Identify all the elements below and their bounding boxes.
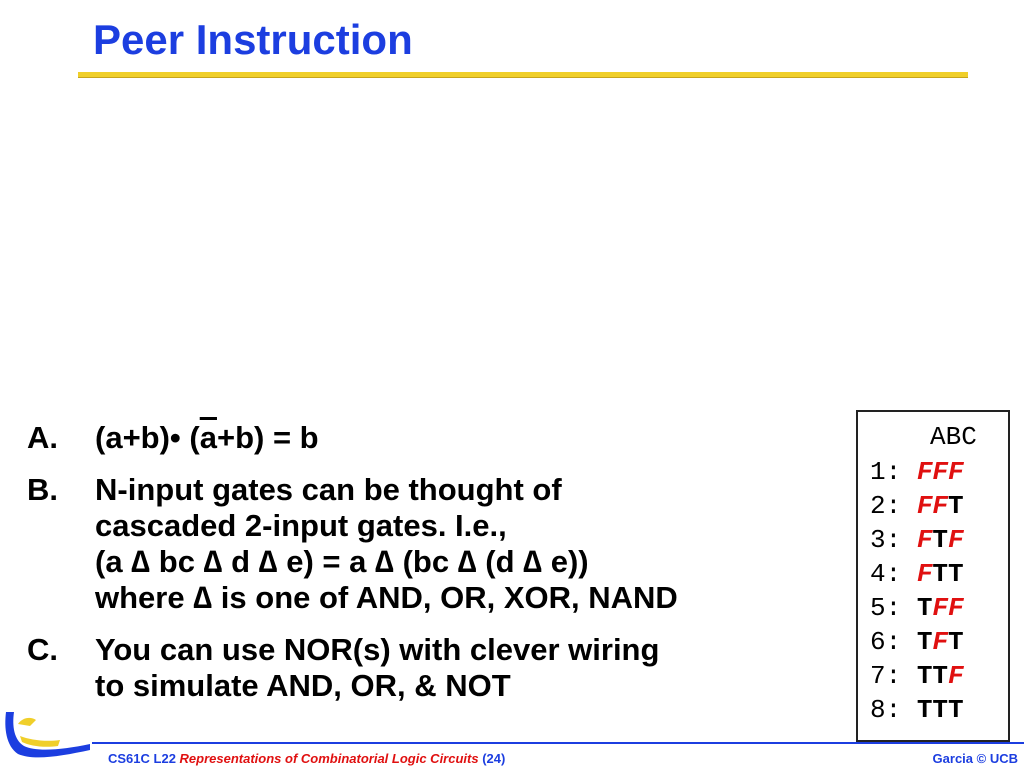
answer-option <box>870 661 964 691</box>
question-line <box>95 632 857 668</box>
answer-number: 1: <box>870 457 917 487</box>
question-item <box>27 420 857 456</box>
true-value: T <box>948 491 964 521</box>
question-text <box>95 632 857 704</box>
slide-title: Peer Instruction <box>93 16 413 63</box>
true-value: T <box>948 695 964 725</box>
question-list <box>27 420 857 720</box>
footer-topic: Representations of Combinatorial Logic Circuits <box>179 751 479 766</box>
false-value: F <box>948 593 964 623</box>
answer-option <box>870 457 964 487</box>
question-letter: B. <box>27 472 58 507</box>
question-line <box>95 420 857 456</box>
answer-number: 5: <box>870 593 917 623</box>
false-value: F <box>948 525 964 555</box>
true-value: T <box>916 695 933 725</box>
true-value: T <box>916 627 933 657</box>
footer-author: Garcia © UCB <box>932 751 1018 766</box>
question-line <box>95 668 857 704</box>
question-line <box>95 580 857 616</box>
false-value: F <box>948 661 964 691</box>
text-segment: cascaded 2-input gates. I.e., <box>95 508 507 543</box>
answer-option <box>870 695 964 725</box>
text-segment: to simulate AND, OR, & NOT <box>95 668 511 703</box>
true-value: T <box>932 559 949 589</box>
title-underline <box>78 72 968 78</box>
false-value: F <box>916 491 933 521</box>
true-value: T <box>948 627 964 657</box>
question-text <box>95 420 857 456</box>
footer-page: (24) <box>482 751 506 766</box>
answer-option <box>870 491 964 521</box>
false-value: F <box>932 627 949 657</box>
false-value: F <box>916 559 933 589</box>
true-value: T <box>932 661 949 691</box>
answer-number: 6: <box>870 627 917 657</box>
text-segment: (a+b)• ( <box>95 420 200 455</box>
text-segment: You can use NOR(s) with clever wiring <box>95 632 660 667</box>
true-value: T <box>932 525 949 555</box>
negated-variable: $\overline{a}$ <box>199 420 217 455</box>
answer-number: 2: <box>870 491 917 521</box>
false-value: F <box>932 491 949 521</box>
text-segment: +b) = b <box>216 420 319 455</box>
answer-number: 4: <box>870 559 917 589</box>
answer-number: 3: <box>870 525 917 555</box>
question-letter: C. <box>27 632 58 667</box>
question-text <box>95 472 857 616</box>
text-segment: N-input gates can be thought of <box>95 472 562 507</box>
question-line <box>95 472 857 508</box>
true-value: T <box>916 661 933 691</box>
question-item <box>27 632 857 704</box>
answer-number: 7: <box>870 661 917 691</box>
true-value: T <box>916 593 933 623</box>
answer-number: 8: <box>870 695 917 725</box>
true-value: T <box>932 695 949 725</box>
ucb-logo-icon <box>0 706 92 761</box>
footer-divider <box>92 742 1024 744</box>
answer-option <box>870 627 964 657</box>
false-value: F <box>932 457 949 487</box>
question-letter: A. <box>27 420 58 455</box>
answer-options-box <box>856 410 1010 742</box>
text-segment: where ∆ is one of AND, OR, XOR, NAND <box>95 580 678 615</box>
footer-course: CS61C L22 <box>108 751 176 766</box>
answer-header: ABC <box>930 422 977 452</box>
answer-option <box>870 559 964 589</box>
text-segment: (a ∆ bc ∆ d ∆ e) = a ∆ (bc ∆ (d ∆ e)) <box>95 544 589 579</box>
question-line <box>95 544 857 580</box>
false-value: F <box>916 525 933 555</box>
answer-option <box>870 593 964 623</box>
false-value: F <box>916 457 933 487</box>
question-line <box>95 508 857 544</box>
true-value: T <box>948 559 964 589</box>
false-value: F <box>948 457 964 487</box>
false-value: F <box>932 593 949 623</box>
question-item <box>27 472 857 616</box>
answer-option <box>870 525 964 555</box>
footer-left <box>108 751 505 766</box>
